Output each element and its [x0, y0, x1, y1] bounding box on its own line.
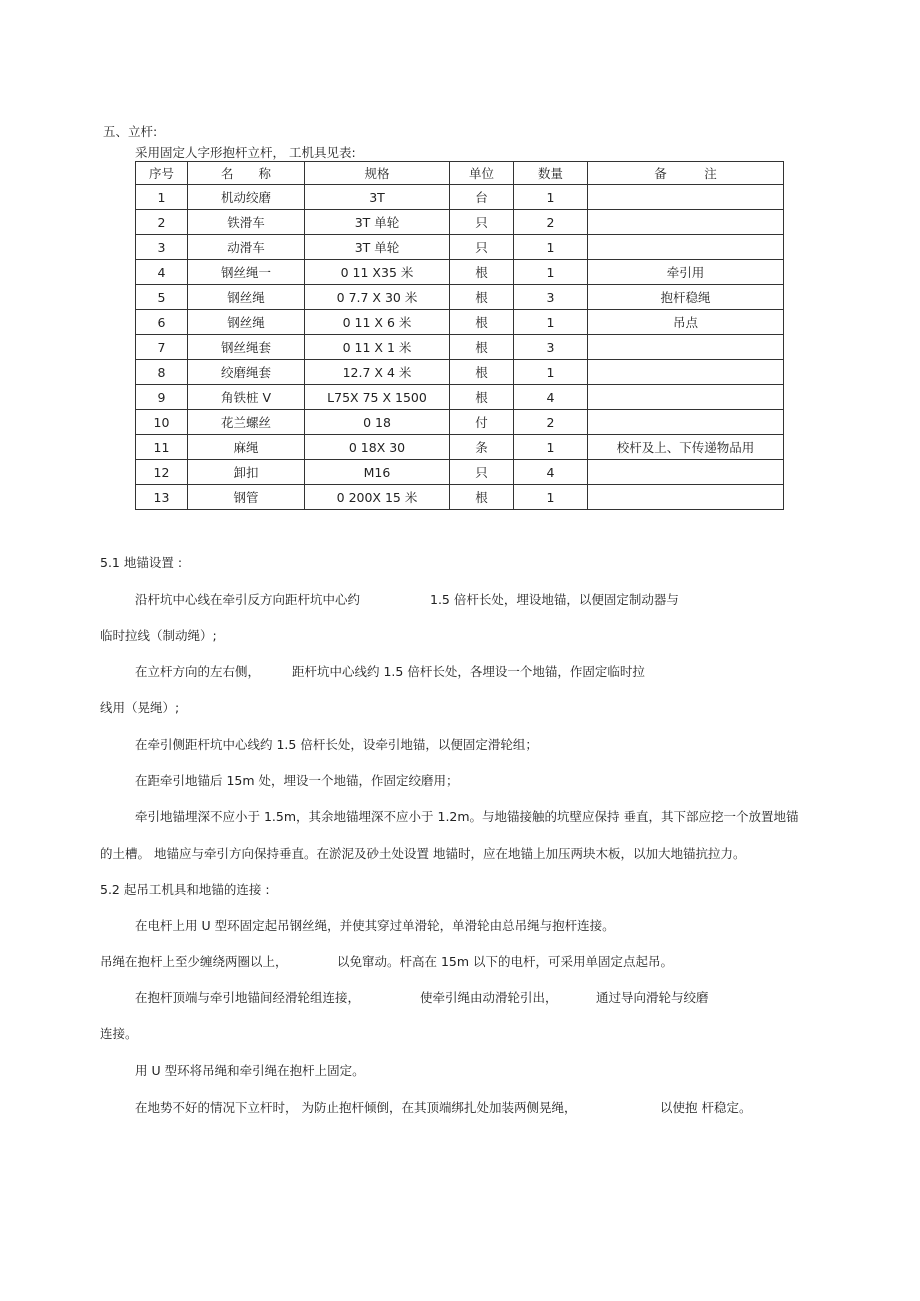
- cell-index: 2: [136, 210, 188, 235]
- cell-name: 钢丝绳: [188, 310, 305, 335]
- table-row: [136, 235, 784, 260]
- header-remark: 备 注: [588, 162, 784, 185]
- cell-name: 角铁桩 V: [188, 385, 305, 410]
- header-quantity: 数量: [514, 162, 588, 185]
- cell-unit: 付: [450, 410, 514, 435]
- cell-index: 9: [136, 385, 188, 410]
- cell-quantity: 1: [514, 435, 588, 460]
- cell-index: 12: [136, 460, 188, 485]
- cell-name: 卸扣: [188, 460, 305, 485]
- header-index: 序号: [136, 162, 188, 185]
- cell-name: 钢丝绳: [188, 285, 305, 310]
- cell-remark: [588, 360, 784, 385]
- cell-name: 麻绳: [188, 435, 305, 460]
- cell-spec: 0 11 X35 米: [305, 260, 450, 285]
- section-title: 五、立杆:: [103, 124, 158, 139]
- cell-unit: 只: [450, 210, 514, 235]
- cell-unit: 根: [450, 310, 514, 335]
- cell-remark: [588, 485, 784, 510]
- cell-unit: 只: [450, 235, 514, 260]
- cell-name: 钢管: [188, 485, 305, 510]
- intro-text: 采用固定人字形抱杆立杆， 工机具见表:: [135, 145, 356, 160]
- s51-p1a: 沿杆坑中心线在牵引反方向距杆坑中心约: [135, 592, 361, 607]
- cell-spec: 0 18X 30: [305, 435, 450, 460]
- cell-remark: 吊点: [588, 310, 784, 335]
- cell-index: 10: [136, 410, 188, 435]
- cell-name: 花兰螺丝: [188, 410, 305, 435]
- cell-unit: 根: [450, 335, 514, 360]
- cell-remark: [588, 335, 784, 360]
- table-row: [136, 485, 784, 510]
- cell-quantity: 1: [514, 185, 588, 210]
- cell-quantity: 1: [514, 485, 588, 510]
- cell-quantity: 4: [514, 385, 588, 410]
- table-header-row: [136, 162, 784, 185]
- s51-p2b: 距杆坑中心线约 1.5 倍杆长处，各埋设一个地锚，作固定临时拉: [292, 664, 645, 679]
- header-unit: 单位: [450, 162, 514, 185]
- cell-remark: [588, 385, 784, 410]
- cell-index: 7: [136, 335, 188, 360]
- table-row: [136, 260, 784, 285]
- s51-p2c: 线用（晃绳）;: [100, 700, 180, 715]
- s52-p3d: 连接。: [100, 1026, 138, 1041]
- cell-index: 4: [136, 260, 188, 285]
- cell-unit: 条: [450, 435, 514, 460]
- cell-name: 机动绞磨: [188, 185, 305, 210]
- s52-p3c: 通过导向滑轮与绞磨: [596, 990, 709, 1005]
- table-row: [136, 435, 784, 460]
- cell-spec: 3T 单轮: [305, 235, 450, 260]
- cell-quantity: 3: [514, 335, 588, 360]
- cell-unit: 根: [450, 385, 514, 410]
- cell-remark: 校杆及上、下传递物品用: [588, 435, 784, 460]
- cell-remark: [588, 460, 784, 485]
- cell-index: 6: [136, 310, 188, 335]
- s52-p2a: 吊绳在抱杆上至少缠绕两圈以上，: [100, 954, 288, 969]
- s52-p3a: 在抱杆顶端与牵引地锚间经滑轮组连接，: [135, 990, 361, 1005]
- tool-table: [135, 161, 784, 510]
- s51-p4: 在距牵引地锚后 15m 处，埋设一个地锚，作固定绞磨用；: [135, 773, 459, 788]
- header-spec: 规格: [305, 162, 450, 185]
- cell-name: 钢丝绳一: [188, 260, 305, 285]
- cell-unit: 根: [450, 285, 514, 310]
- cell-quantity: 2: [514, 210, 588, 235]
- cell-spec: 0 7.7 X 30 米: [305, 285, 450, 310]
- table-row: [136, 460, 784, 485]
- cell-index: 1: [136, 185, 188, 210]
- cell-unit: 只: [450, 460, 514, 485]
- cell-remark: [588, 210, 784, 235]
- cell-quantity: 2: [514, 410, 588, 435]
- s51-p1b: 1.5 倍杆长处，埋设地锚，以便固定制动器与: [430, 592, 679, 607]
- s52-p5a: 在地势不好的情况下立杆时， 为防止抱杆倾倒，在其顶端绑扎处加装两侧晃绳，: [135, 1100, 577, 1115]
- cell-remark: [588, 410, 784, 435]
- cell-index: 11: [136, 435, 188, 460]
- cell-remark: [588, 185, 784, 210]
- s51-p3: 在牵引侧距杆坑中心线约 1.5 倍杆长处，设牵引地锚，以便固定滑轮组；: [135, 737, 538, 752]
- s52-p2b: 以免窜动。杆高在 15m 以下的电杆，可采用单固定点起吊。: [337, 954, 674, 969]
- table-row: [136, 285, 784, 310]
- cell-spec: L75X 75 X 1500: [305, 385, 450, 410]
- cell-name: 钢丝绳套: [188, 335, 305, 360]
- cell-name: 铁滑车: [188, 210, 305, 235]
- cell-unit: 台: [450, 185, 514, 210]
- s52-p3b: 使牵引绳由动滑轮引出，: [420, 990, 558, 1005]
- cell-index: 13: [136, 485, 188, 510]
- s52-p1: 在电杆上用 U 型环固定起吊钢丝绳，并使其穿过单滑轮，单滑轮由总吊绳与抱杆连接。: [135, 918, 615, 933]
- s52-p5b: 以使抱 杆稳定。: [660, 1100, 752, 1115]
- cell-unit: 根: [450, 360, 514, 385]
- cell-quantity: 4: [514, 460, 588, 485]
- cell-quantity: 1: [514, 360, 588, 385]
- s52-p4: 用 U 型环将吊绳和牵引绳在抱杆上固定。: [135, 1063, 365, 1078]
- cell-spec: M16: [305, 460, 450, 485]
- s51-p1c: 临时拉线（制动绳）;: [100, 628, 217, 643]
- s51-p5b: 的土槽。 地锚应与牵引方向保持垂直。在淤泥及砂土处设置 地锚时，应在地锚上加压两块木板，以加大地锚抗拉力。: [100, 846, 746, 861]
- table-row: [136, 210, 784, 235]
- cell-unit: 根: [450, 485, 514, 510]
- cell-quantity: 1: [514, 260, 588, 285]
- cell-spec: 0 11 X 6 米: [305, 310, 450, 335]
- s51-p5a: 牵引地锚埋深不应小于 1.5m，其余地锚埋深不应小于 1.2m。与地锚接触的坑壁应保持 垂直，其下部应挖一个放置地锚: [135, 809, 799, 824]
- s51-p2a: 在立杆方向的左右侧，: [135, 664, 261, 679]
- table-row: [136, 335, 784, 360]
- cell-spec: 0 200X 15 米: [305, 485, 450, 510]
- cell-unit: 根: [450, 260, 514, 285]
- table-row: [136, 310, 784, 335]
- table-row: [136, 385, 784, 410]
- header-name: 名 称: [188, 162, 305, 185]
- cell-quantity: 1: [514, 310, 588, 335]
- table-row: [136, 410, 784, 435]
- cell-spec: 3T: [305, 185, 450, 210]
- cell-index: 3: [136, 235, 188, 260]
- cell-spec: 0 11 X 1 米: [305, 335, 450, 360]
- cell-spec: 12.7 X 4 米: [305, 360, 450, 385]
- cell-index: 5: [136, 285, 188, 310]
- cell-name: 动滑车: [188, 235, 305, 260]
- cell-spec: 0 18: [305, 410, 450, 435]
- cell-quantity: 1: [514, 235, 588, 260]
- cell-remark: [588, 235, 784, 260]
- cell-remark: 牵引用: [588, 260, 784, 285]
- s51-title: 5.1 地锚设置 :: [100, 555, 183, 570]
- s52-title: 5.2 起吊工机具和地锚的连接 :: [100, 882, 270, 897]
- cell-spec: 3T 单轮: [305, 210, 450, 235]
- cell-remark: 抱杆稳绳: [588, 285, 784, 310]
- table-row: [136, 360, 784, 385]
- cell-quantity: 3: [514, 285, 588, 310]
- cell-name: 绞磨绳套: [188, 360, 305, 385]
- table-row: [136, 185, 784, 210]
- cell-index: 8: [136, 360, 188, 385]
